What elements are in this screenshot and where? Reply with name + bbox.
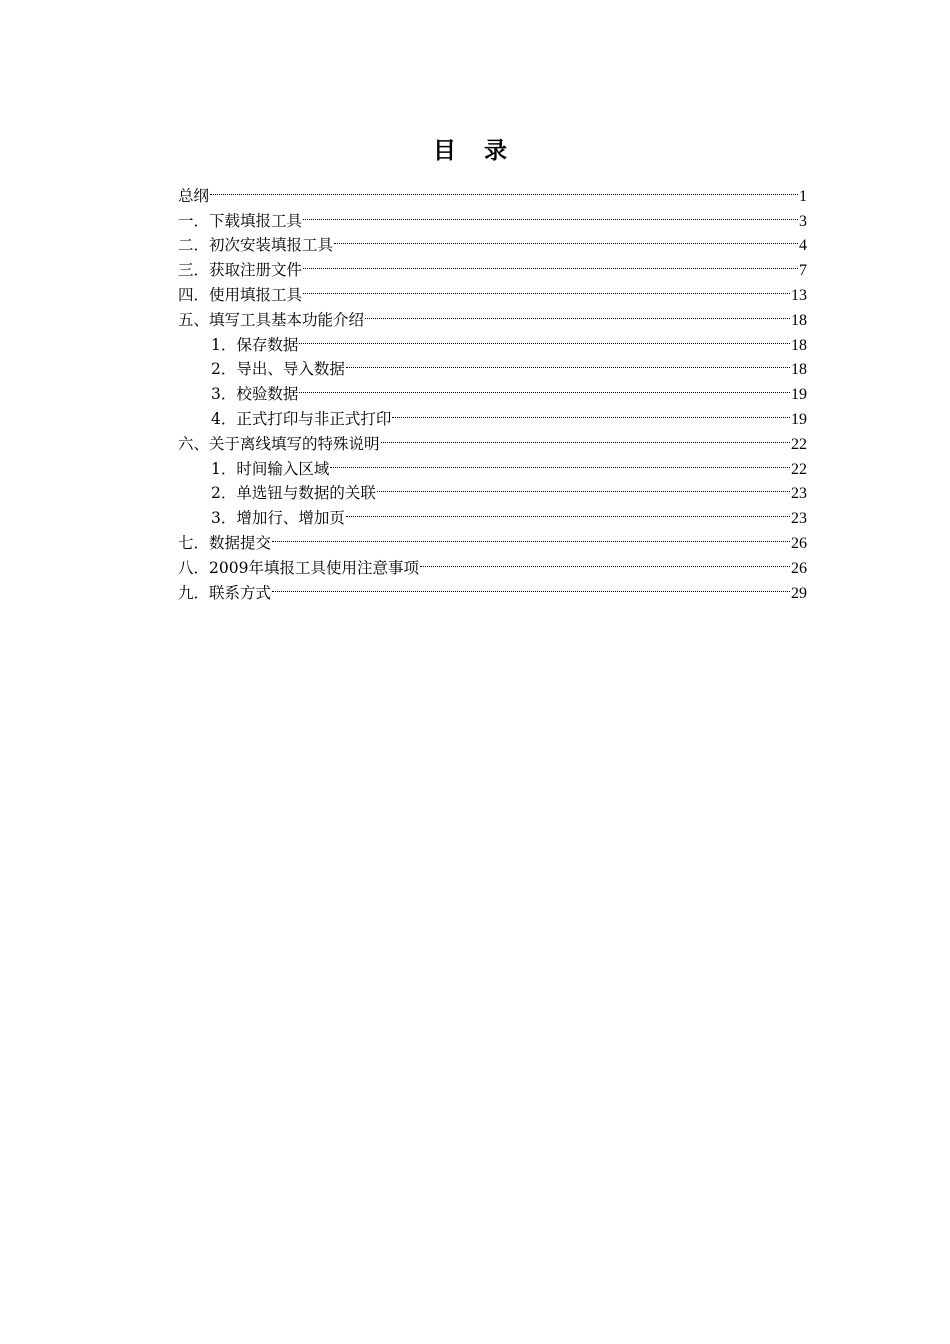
toc-dot-leader: [365, 300, 790, 325]
toc-entry-label: 3．增加行、增加页: [211, 509, 345, 528]
toc-list: [178, 176, 807, 602]
toc-entry-label: 一．下载填报工具: [178, 211, 303, 230]
toc-dot-leader: [381, 424, 790, 449]
toc-entry-page: 22: [791, 460, 807, 478]
toc-entry-page: 7: [799, 262, 807, 280]
toc-dot-leader: [377, 474, 790, 499]
toc-entry-label: 1．保存数据: [211, 335, 299, 354]
toc-dot-leader: [346, 498, 790, 523]
toc-entry-label: 1．时间输入区域: [211, 459, 330, 478]
toc-entry-label: 2．单选钮与数据的关联: [211, 484, 376, 503]
toc-entry-page: 3: [799, 212, 807, 230]
toc-dot-leader: [334, 226, 798, 251]
toc-entry[interactable]: [178, 548, 807, 577]
toc-entry-label: 四．使用填报工具: [178, 285, 303, 304]
toc-entry-label: 2．导出、导入数据: [211, 360, 345, 379]
toc-entry-page: 26: [791, 534, 807, 552]
toc-entry-label: 九．联系方式: [178, 583, 272, 602]
toc-dot-leader: [272, 523, 790, 548]
toc-dot-leader: [299, 374, 790, 399]
toc-dot-leader: [346, 350, 790, 375]
toc-entry-label: 二．初次安装填报工具: [178, 236, 334, 255]
toc-entry-label: 七．数据提交: [178, 533, 272, 552]
toc-dot-leader: [303, 201, 798, 226]
toc-entry-page: 4: [799, 237, 807, 255]
toc-entry-label: 4．正式打印与非正式打印: [211, 409, 392, 428]
toc-dot-leader: [272, 573, 790, 598]
toc-dot-leader: [392, 399, 790, 424]
toc-entry-label: 总纲: [178, 186, 210, 205]
toc-entry-page: 13: [791, 286, 807, 304]
toc-entry[interactable]: [178, 573, 807, 602]
toc-dot-leader: [210, 176, 798, 201]
toc-dot-leader: [303, 250, 798, 275]
toc-entry-page: 18: [791, 361, 807, 379]
toc-entry-page: 26: [791, 559, 807, 577]
toc-entry-page: 1: [799, 187, 807, 205]
toc-dot-leader: [303, 275, 790, 300]
toc-entry[interactable]: [178, 523, 807, 552]
toc-entry-label: 3．校验数据: [211, 385, 299, 404]
toc-entry-page: 18: [791, 311, 807, 329]
toc-dot-leader: [330, 449, 790, 474]
toc-dot-leader: [420, 548, 790, 573]
toc-dot-leader: [299, 325, 790, 350]
toc-entry-page: 29: [791, 584, 807, 602]
toc-entry-label: 八．2009年填报工具使用注意事项: [178, 558, 419, 577]
toc-entry-page: 18: [791, 336, 807, 354]
toc-entry-label: 五、填写工具基本功能介绍: [178, 310, 365, 329]
toc-entry-page: 23: [791, 510, 807, 528]
toc-entry-label: 三．获取注册文件: [178, 261, 303, 280]
toc-title: 目 录: [432, 138, 517, 164]
toc-entry-page: 19: [791, 410, 807, 428]
toc-entry-label: 六、关于离线填写的特殊说明: [178, 434, 380, 453]
toc-entry-page: 22: [791, 435, 807, 453]
toc-entry[interactable]: [178, 201, 807, 230]
toc-entry-page: 23: [791, 485, 807, 503]
toc-entry-page: 19: [791, 386, 807, 404]
toc-entry[interactable]: [178, 176, 807, 205]
